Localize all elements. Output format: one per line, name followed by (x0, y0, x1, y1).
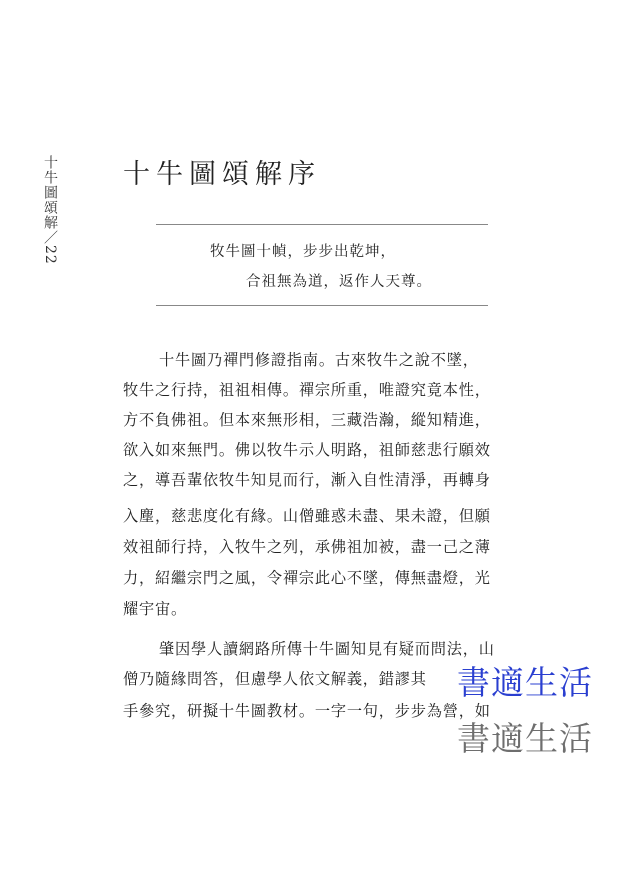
verse-line-2: 合祖無為道，返作人天尊。 (246, 274, 432, 290)
body-text-line: 肇因學人讀網路所傳十牛圖知見有疑而問法，山 (159, 640, 495, 658)
body-text-line: 力，紹繼宗門之風，令禪宗此心不墜，傳無盡燈，光 (123, 569, 491, 587)
verse-bottom-rule (156, 305, 488, 306)
page-title: 十牛圖頌解序 (123, 159, 321, 190)
verse-top-rule (156, 224, 488, 225)
body-text-line: 牧牛之行持，祖祖相傳。禪宗所重，唯證究竟本性， (123, 381, 491, 399)
body-text-line: 僧乃隨緣問答，但慮學人依文解義，錯謬其 (123, 670, 427, 688)
body-text-line: 效祖師行持，入牧牛之列，承佛祖加被，盡一己之薄 (123, 538, 491, 556)
body-text-line: 入塵，慈悲度化有緣。山僧雖惑未盡、果未證，但願 (123, 507, 491, 525)
body-text-line: 十牛圖乃禪門修證指南。古來牧牛之說不墜， (159, 351, 479, 369)
body-text-line: 欲入如來無門。佛以牧牛示人明路，祖師慈悲行願效 (123, 441, 491, 459)
body-text-line: 之，導吾輩依牧牛知見而行，漸入自性清淨，再轉身 (123, 471, 491, 489)
verse-line-1: 牧牛圖十幀，步步出乾坤， (210, 244, 396, 260)
running-header: 十牛圖頌解／22 (42, 155, 58, 265)
watermark-blue: 書適生活 (457, 663, 593, 702)
body-text-line: 方不負佛祖。但本來無形相，三藏浩瀚，縱知精進， (123, 411, 491, 429)
watermark-gray: 書適生活 (457, 719, 593, 758)
body-text-line: 手參究，研擬十牛圖教材。一字一句，步步為營，如 (123, 702, 491, 720)
body-text-line: 耀宇宙。 (123, 600, 187, 618)
